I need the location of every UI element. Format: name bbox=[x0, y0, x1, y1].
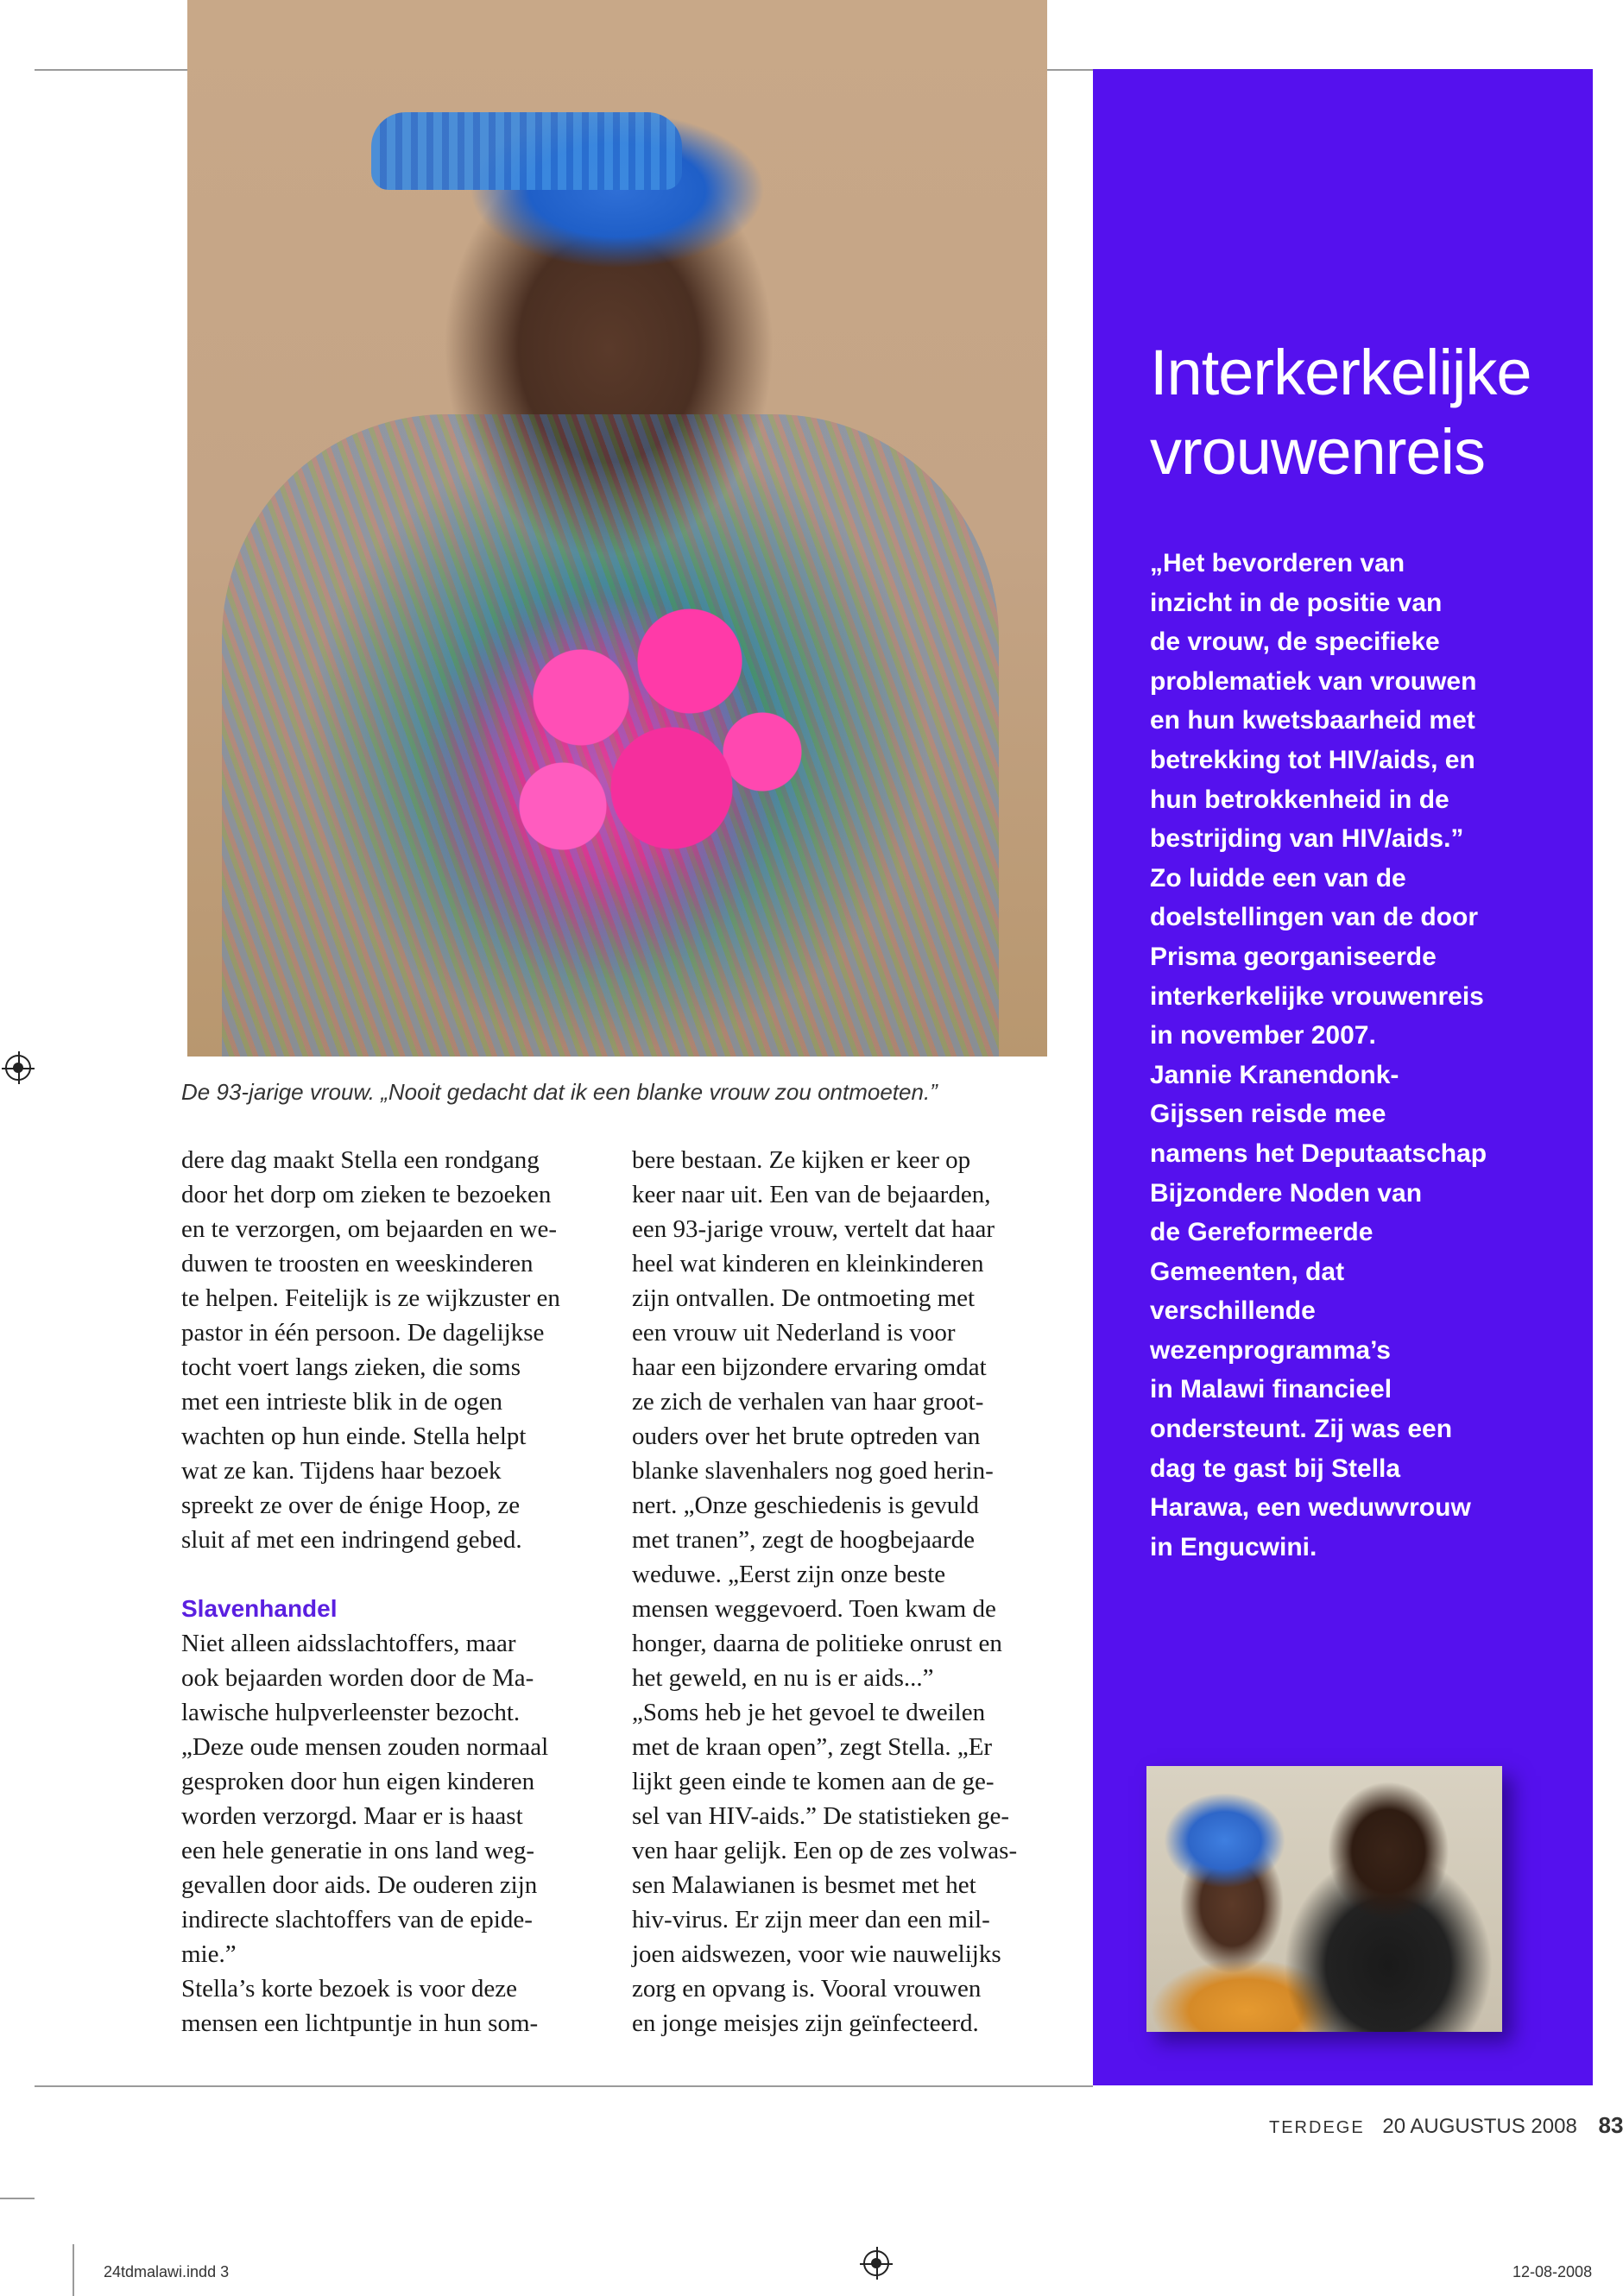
sidebar-line: Jannie Kranendonk- bbox=[1150, 1060, 1399, 1089]
article-column-1 bbox=[181, 1143, 613, 2041]
body-line: nert. „Onze geschiedenis is gevuld bbox=[632, 1492, 979, 1519]
body-line: dere dag maakt Stella een rondgang bbox=[181, 1146, 540, 1174]
body-line: te helpen. Feitelijk is ze wijkzuster en bbox=[181, 1284, 560, 1312]
sidebar-line: ondersteunt. Zij was een bbox=[1150, 1415, 1453, 1444]
body-line: ook bejaarden worden door de Ma- bbox=[181, 1664, 534, 1692]
bottom-rule bbox=[35, 2085, 1093, 2087]
sidebar-title bbox=[1150, 333, 1582, 492]
body-line: joen aidswezen, voor wie nauwelijks bbox=[632, 1940, 1001, 1968]
sidebar-line: in Malawi financieel bbox=[1150, 1375, 1392, 1404]
body-line: en jonge meisjes zijn geïnfecteerd. bbox=[632, 2009, 979, 2037]
sidebar-line: en hun kwetsbaarheid met bbox=[1150, 706, 1475, 735]
body-line: blanke slavenhalers nog goed herin- bbox=[632, 1457, 994, 1485]
sidebar-line: de vrouw, de specifieke bbox=[1150, 628, 1440, 657]
body-line: mie.” bbox=[181, 1940, 237, 1968]
body-line: „Deze oude mensen zouden normaal bbox=[181, 1733, 549, 1761]
registration-mark-left bbox=[5, 1055, 31, 1081]
sidebar-line: hun betrokkenheid in de bbox=[1150, 785, 1449, 814]
body-line: door het dorp om zieken te bezoeken bbox=[181, 1181, 552, 1208]
body-line: gesproken door hun eigen kinderen bbox=[181, 1768, 535, 1795]
body-line: gevallen door aids. De ouderen zijn bbox=[181, 1871, 538, 1899]
sidebar-intro bbox=[1150, 544, 1582, 1567]
sidebar-line: in Engucwini. bbox=[1150, 1532, 1317, 1561]
sidebar-line: namens het Deputaatschap bbox=[1150, 1139, 1487, 1168]
body-line: worden verzorgd. Maar er is haast bbox=[181, 1802, 523, 1830]
body-line: hiv-virus. Er zijn meer dan een mil- bbox=[632, 1906, 990, 1933]
sidebar-line: wezenprogramma’s bbox=[1150, 1335, 1391, 1365]
page-number: 83 bbox=[1598, 2112, 1623, 2138]
body-line: het geweld, en nu is er aids...” bbox=[632, 1664, 934, 1692]
body-line: ven haar gelijk. Een op de zes volwas- bbox=[632, 1837, 1018, 1864]
body-line: zijn ontvallen. De ontmoeting met bbox=[632, 1284, 976, 1312]
main-photo bbox=[187, 0, 1047, 1057]
sidebar-line: Harawa, een weduwvrouw bbox=[1150, 1493, 1471, 1523]
sidebar-title-line: vrouwenreis bbox=[1150, 416, 1485, 488]
body-line: lawische hulpverleenster bezocht. bbox=[181, 1699, 521, 1726]
page-footer bbox=[1269, 2112, 1623, 2139]
body-line: mensen weggevoerd. Toen kwam de bbox=[632, 1595, 996, 1623]
sidebar-title-line: Interkerkelijke bbox=[1150, 337, 1531, 408]
sidebar-line: inzicht in de positie van bbox=[1150, 588, 1443, 617]
sidebar-line: dag te gast bij Stella bbox=[1150, 1454, 1401, 1483]
sidebar-line: Prisma georganiseerde bbox=[1150, 942, 1437, 971]
issue-date: 20 AUGUSTUS 2008 bbox=[1382, 2115, 1577, 2138]
sidebar-line: Bijzondere Noden van bbox=[1150, 1178, 1423, 1208]
body-line: met tranen”, zegt de hoogbejaarde bbox=[632, 1526, 975, 1554]
crop-mark-left bbox=[0, 2198, 35, 2199]
body-line: haar een bijzondere ervaring omdat bbox=[632, 1353, 987, 1381]
body-line: lijkt geen einde te komen aan de ge- bbox=[632, 1768, 995, 1795]
sidebar-line: verschillende bbox=[1150, 1296, 1316, 1326]
body-line: ouders over het brute optreden van bbox=[632, 1422, 981, 1450]
body-line: wachten op hun einde. Stella helpt bbox=[181, 1422, 527, 1450]
body-line: een hele generatie in ons land weg- bbox=[181, 1837, 535, 1864]
section-subheading: Slavenhandel bbox=[181, 1595, 338, 1622]
sidebar-line: Gemeenten, dat bbox=[1150, 1257, 1345, 1286]
slug-date: 12-08-2008 bbox=[1512, 2263, 1593, 2280]
body-line: zorg en opvang is. Vooral vrouwen bbox=[632, 1975, 982, 2003]
body-line: „Soms heb je het gevoel te dweilen bbox=[632, 1699, 986, 1726]
body-line: een 93-jarige vrouw, vertelt dat haar bbox=[632, 1215, 995, 1243]
sidebar-box bbox=[1093, 69, 1593, 2085]
body-line: duwen te troosten en weeskinderen bbox=[181, 1250, 534, 1277]
body-line: en te verzorgen, om bejaarden en we- bbox=[181, 1215, 558, 1243]
sidebar-line: Gijssen reisde mee bbox=[1150, 1100, 1386, 1129]
body-line: weduwe. „Eerst zijn onze beste bbox=[632, 1561, 946, 1588]
sidebar-line: interkerkelijke vrouwenreis bbox=[1150, 981, 1484, 1011]
body-line: pastor in één persoon. De dagelijkse bbox=[181, 1319, 545, 1347]
body-line: sen Malawianen is besmet met het bbox=[632, 1871, 976, 1899]
slug-filename: 24tdmalawi.indd 3 bbox=[104, 2263, 230, 2280]
body-line: Niet alleen aidsslachtoffers, maar bbox=[181, 1630, 516, 1657]
body-line: spreekt ze over de énige Hoop, ze bbox=[181, 1492, 521, 1519]
sidebar-line: in november 2007. bbox=[1150, 1021, 1376, 1050]
body-line: sel van HIV-aids.” De statistieken ge- bbox=[632, 1802, 1010, 1830]
body-line: met de kraan open”, zegt Stella. „Er bbox=[632, 1733, 993, 1761]
body-line: een vrouw uit Nederland is voor bbox=[632, 1319, 956, 1347]
body-line: sluit af met een indringend gebed. bbox=[181, 1526, 522, 1554]
sidebar-line: bestrijding van HIV/aids.” bbox=[1150, 824, 1464, 854]
body-line: heel wat kinderen en kleinkinderen bbox=[632, 1250, 984, 1277]
body-line: keer naar uit. Een van de bejaarden, bbox=[632, 1181, 991, 1208]
magazine-name: TERDEGE bbox=[1269, 2118, 1365, 2137]
body-line: ze zich de verhalen van haar groot- bbox=[632, 1388, 984, 1416]
body-line: met een intrieste blik in de ogen bbox=[181, 1388, 503, 1416]
photo-hat bbox=[371, 112, 682, 190]
sidebar-line: betrekking tot HIV/aids, en bbox=[1150, 745, 1475, 774]
photo-flowers bbox=[472, 552, 835, 915]
body-line: Stella’s korte bezoek is voor deze bbox=[181, 1975, 517, 2003]
crop-mark-bottom bbox=[73, 2244, 74, 2296]
body-line: wat ze kan. Tijdens haar bezoek bbox=[181, 1457, 502, 1485]
body-line: indirecte slachtoffers van de epide- bbox=[181, 1906, 533, 1933]
sidebar-line: problematiek van vrouwen bbox=[1150, 666, 1477, 696]
article-column-2 bbox=[632, 1143, 1064, 2041]
body-line: bere bestaan. Ze kijken er keer op bbox=[632, 1146, 971, 1174]
body-line: honger, daarna de politieke onrust en bbox=[632, 1630, 1002, 1657]
body-line: tocht voert langs zieken, die soms bbox=[181, 1353, 521, 1381]
sidebar-photo bbox=[1146, 1766, 1502, 2032]
body-line: mensen een lichtpuntje in hun som- bbox=[181, 2009, 539, 2037]
registration-mark-bottom bbox=[863, 2250, 889, 2276]
sidebar-line: Zo luidde een van de bbox=[1150, 863, 1406, 893]
sidebar-line: doelstellingen van de door bbox=[1150, 903, 1479, 932]
photo-caption: De 93-jarige vrouw. „Nooit gedacht dat ik een blanke vrouw zou ontmoeten.” bbox=[181, 1079, 938, 1105]
sidebar-line: „Het bevorderen van bbox=[1150, 549, 1405, 577]
sidebar-line: de Gereformeerde bbox=[1150, 1218, 1374, 1247]
